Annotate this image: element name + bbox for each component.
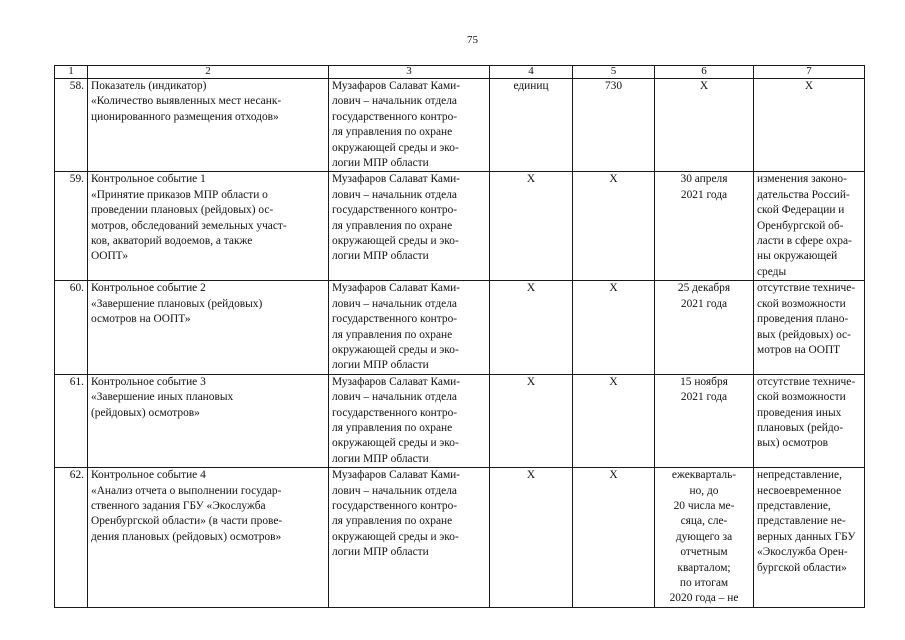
row-number: 59. [55, 172, 88, 281]
table-row [55, 281, 865, 374]
indicator-cell: Контрольное событие 4 «Анализ отчета о выполнении государ- ственного задания ГБУ «Экослужба Оренбургской области» (в части прове- дения плановых (рейдовых) осмотров» [88, 468, 329, 608]
row-number: 62. [55, 468, 88, 608]
unit-cell: Х [490, 468, 573, 608]
column-number: 3 [329, 66, 490, 79]
row-number: 58. [55, 79, 88, 172]
deadline-cell: 30 апреля 2021 года [655, 172, 754, 281]
value-cell: Х [573, 172, 655, 281]
unit-cell: Х [490, 374, 573, 467]
responsible-cell: Музафаров Салават Ками- лович – начальник отдела государственного контро- ля управления по охране окружающей среды и эко- логии МПР области [329, 281, 490, 374]
unit-cell: Х [490, 281, 573, 374]
table-row [55, 374, 865, 467]
column-number: 4 [490, 66, 573, 79]
indicator-cell: Контрольное событие 2 «Завершение плановых (рейдовых) осмотров на ООПТ» [88, 281, 329, 374]
table-row [55, 468, 865, 608]
value-cell: Х [573, 468, 655, 608]
responsible-cell: Музафаров Салават Ками- лович – начальник отдела государственного контро- ля управления по охране окружающей среды и эко- логии МПР области [329, 172, 490, 281]
plan-table [54, 65, 865, 608]
indicator-cell: Показатель (индикатор) «Количество выявленных мест несанк- ционированного размещения отходов» [88, 79, 329, 172]
responsible-cell: Музафаров Салават Ками- лович – начальник отдела государственного контро- ля управления по охране окружающей среды и эко- логии МПР области [329, 468, 490, 608]
responsible-cell: Музафаров Салават Ками- лович – начальник отдела государственного контро- ля управления по охране окружающей среды и эко- логии МПР области [329, 374, 490, 467]
indicator-cell: Контрольное событие 1 «Принятие приказов МПР области о проведении плановых (рейдовых) ос- мотров, обследований земельных участ- ков, акваторий водоемов, а также ООПТ» [88, 172, 329, 281]
risk-cell: отсутствие техниче- ской возможности проведения плано- вых (рейдовых) ос- мотров на ООПТ [754, 281, 865, 374]
deadline-cell: 15 ноября 2021 года [655, 374, 754, 467]
responsible-cell: Музафаров Салават Ками- лович – начальник отдела государственного контро- ля управления по охране окружающей среды и эко- логии МПР области [329, 79, 490, 172]
column-number-row [55, 66, 865, 79]
column-number: 7 [754, 66, 865, 79]
deadline-cell: ежекварталь- но, до 20 числа ме- сяца, сле- дующего за отчетным кварталом; по итогам 2020 года – не [655, 468, 754, 608]
value-cell: Х [573, 374, 655, 467]
row-number: 60. [55, 281, 88, 374]
page-number: 75 [467, 34, 478, 46]
unit-cell: Х [490, 172, 573, 281]
column-number: 5 [573, 66, 655, 79]
deadline-cell: 25 декабря 2021 года [655, 281, 754, 374]
deadline-cell: Х [655, 79, 754, 172]
table-row [55, 79, 865, 172]
risk-cell: Х [754, 79, 865, 172]
unit-cell: единиц [490, 79, 573, 172]
column-number: 1 [55, 66, 88, 79]
risk-cell: изменения законо- дательства Россий- ской Федерации и Оренбургской об- ласти в сфере охра- ны окружающей среды [754, 172, 865, 281]
row-number: 61. [55, 374, 88, 467]
column-number: 6 [655, 66, 754, 79]
indicator-cell: Контрольное событие 3 «Завершение иных плановых (рейдовых) осмотров» [88, 374, 329, 467]
table-row [55, 172, 865, 281]
value-cell: 730 [573, 79, 655, 172]
risk-cell: отсутствие техниче- ской возможности проведения иных плановых (рейдо- вых) осмотров [754, 374, 865, 467]
risk-cell: непредставление, несвоевременное представление, представление не- верных данных ГБУ «Экослужба Орен- бургской области» [754, 468, 865, 608]
value-cell: Х [573, 281, 655, 374]
column-number: 2 [88, 66, 329, 79]
